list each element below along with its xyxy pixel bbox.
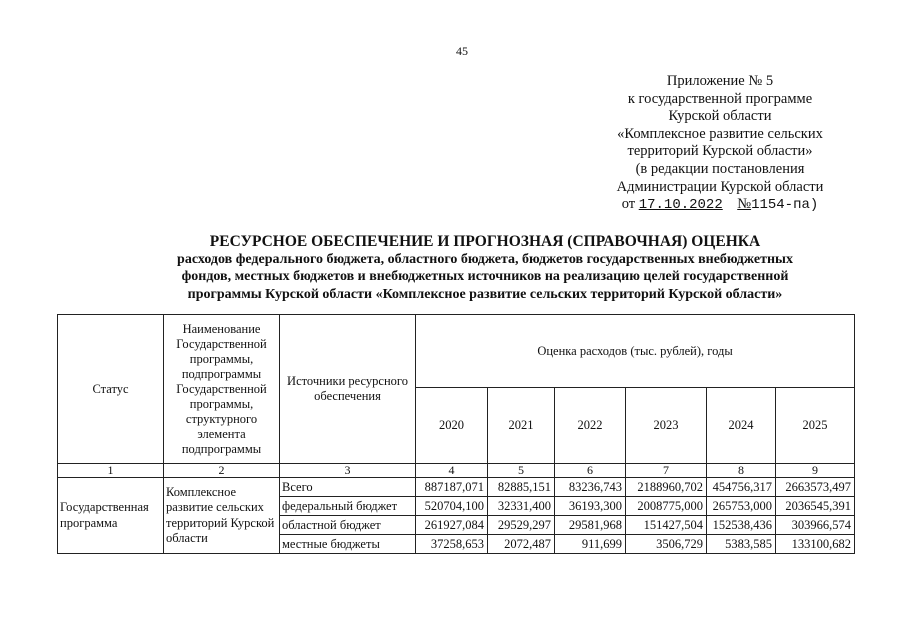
resolution-date: 17.10.2022	[638, 197, 723, 214]
value-cell: 303966,574	[776, 516, 855, 535]
header-year: 2023	[626, 388, 707, 464]
index-cell: 7	[626, 464, 707, 478]
title-line: фондов, местных бюджетов и внебюджетных источников на реализацию целей государственной	[181, 269, 789, 284]
index-cell: 5	[488, 464, 555, 478]
appendix-line: территорий Курской области»	[627, 143, 813, 160]
value-cell: 32331,400	[488, 497, 555, 516]
title-line: программы Курской области «Комплексное развитие сельских территорий Курской области»	[187, 286, 783, 302]
appendix-line: Курской области	[668, 108, 772, 125]
appendix-line: к государственной программе	[627, 90, 813, 107]
index-cell: 8	[707, 464, 776, 478]
source-cell: местные бюджеты	[280, 535, 416, 554]
program-name-cell: Комплексное развитие сельских территорий Курской области	[164, 478, 280, 554]
value-cell: 37258,653	[416, 535, 488, 554]
value-cell: 2072,487	[488, 535, 555, 554]
index-cell: 6	[555, 464, 626, 478]
title-line: РЕСУРСНОЕ ОБЕСПЕЧЕНИЕ И ПРОГНОЗНАЯ (СПРАВОЧНАЯ) ОЦЕНКА	[209, 233, 761, 250]
value-cell: 2188960,702	[626, 478, 707, 497]
value-cell: 2008775,000	[626, 497, 707, 516]
header-year: 2024	[707, 388, 776, 464]
appendix-block	[600, 73, 840, 215]
date-prefix: от	[621, 196, 636, 213]
value-cell: 152538,436	[707, 516, 776, 535]
value-cell: 454756,317	[707, 478, 776, 497]
index-cell: 1	[58, 464, 164, 478]
value-cell: 5383,585	[707, 535, 776, 554]
index-cell: 2	[164, 464, 280, 478]
header-sources: Источники ресурсного обеспечения	[280, 315, 416, 464]
title-line: расходов федерального бюджета, областного бюджета, бюджетов государственных внебюджетных	[177, 251, 793, 267]
header-year: 2022	[555, 388, 626, 464]
resolution-number: 1154-па)	[751, 197, 819, 214]
header-year: 2021	[488, 388, 555, 464]
value-cell: 520704,100	[416, 497, 488, 516]
header-year: 2020	[416, 388, 488, 464]
document-title	[110, 233, 860, 303]
value-cell: 29529,297	[488, 516, 555, 535]
resolution-date-line	[600, 196, 840, 215]
value-cell: 2036545,391	[776, 497, 855, 516]
value-cell: 911,699	[555, 535, 626, 554]
appendix-line: Приложение № 5	[666, 73, 774, 89]
value-cell: 29581,968	[555, 516, 626, 535]
resource-table	[57, 314, 855, 554]
header-status: Статус	[58, 315, 164, 464]
index-cell: 3	[280, 464, 416, 478]
index-cell: 9	[776, 464, 855, 478]
source-cell: федеральный бюджет	[280, 497, 416, 516]
status-cell: Государственная программа	[58, 478, 164, 554]
table-row	[58, 478, 855, 497]
value-cell: 887187,071	[416, 478, 488, 497]
value-cell: 261927,084	[416, 516, 488, 535]
value-cell: 82885,151	[488, 478, 555, 497]
index-row	[58, 464, 855, 478]
header-estimate: Оценка расходов (тыс. рублей), годы	[416, 315, 855, 388]
header-name: Наименование Государственной программы, подпрограммы Государственной программы, структурного элемента подпрограммы	[164, 315, 280, 464]
number-prefix: №	[737, 196, 752, 213]
page-number: 45	[456, 44, 468, 58]
appendix-line: Администрации Курской области	[616, 178, 824, 195]
appendix-line: (в редакции постановления	[635, 160, 805, 177]
value-cell: 83236,743	[555, 478, 626, 497]
source-cell: областной бюджет	[280, 516, 416, 535]
index-cell: 4	[416, 464, 488, 478]
header-year: 2025	[776, 388, 855, 464]
appendix-line: «Комплексное развитие сельских	[617, 125, 823, 142]
value-cell: 2663573,497	[776, 478, 855, 497]
value-cell: 151427,504	[626, 516, 707, 535]
source-cell: Всего	[280, 478, 416, 497]
value-cell: 265753,000	[707, 497, 776, 516]
value-cell: 3506,729	[626, 535, 707, 554]
value-cell: 133100,682	[776, 535, 855, 554]
value-cell: 36193,300	[555, 497, 626, 516]
